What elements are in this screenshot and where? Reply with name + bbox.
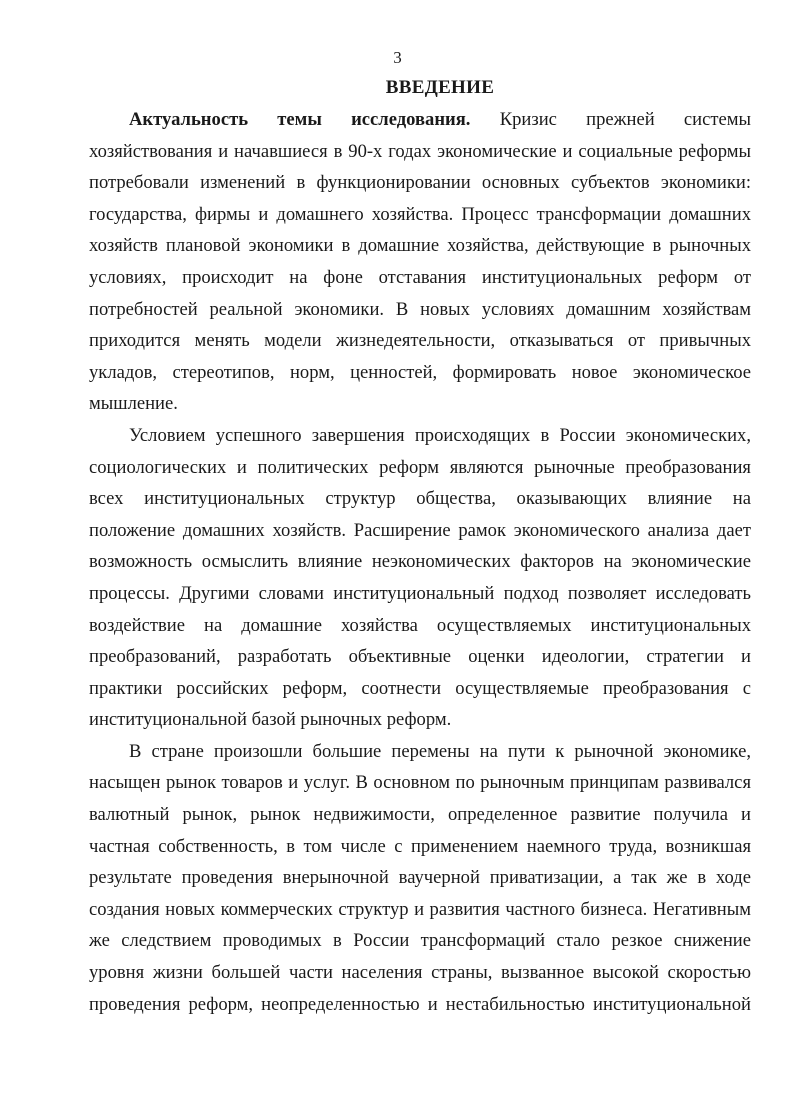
text-line: уровня жизни большей части населения страны, вызванное высокой скоростью [89,962,751,984]
text-line: Условием успешного завершения происходящих в России экономических, [129,424,751,446]
text-line: приходится менять модели жизнедеятельности, отказываться от привычных [89,330,751,352]
text-line: преобразований, разработать объективные оценки идеологии, стратегии и [89,646,751,668]
text-line: институциональной базой рыночных реформ. [89,709,452,731]
relevance-lead: Актуальность темы исследования. [129,109,471,130]
text-line: всех институциональных структур общества, оказывающих влияние на [89,488,751,510]
text-line: процессы. Другими словами институциональный подход позволяет исследовать [89,582,751,604]
text-line: Актуальность темы исследования. Кризис прежней системы [129,109,751,130]
text-line: хозяйств плановой экономики в домашние хозяйства, действующие в рыночных [89,235,751,257]
text-line: потребностей реальной экономики. В новых условиях домашним хозяйствам [89,298,751,320]
paragraph-reforms [89,420,751,736]
page-number: 3 [393,48,402,67]
text-line: же следствием проводимых в России трансформаций стало резкое снижение [89,930,751,952]
text-line: положение домашних хозяйств. Расширение рамок экономического анализа дает [89,519,751,541]
text-line: хозяйствования и начавшиеся в 90-х годах экономические и социальные реформы [89,140,751,162]
paragraph-relevance [89,104,751,420]
text-line: потребовали изменений в функционировании основных субъектов экономики: [89,172,751,194]
text-line: практики российских реформ, соотнести осуществляемые преобразования с [89,677,751,699]
text-line: мышление. [89,393,178,415]
paragraph-changes [89,736,751,1020]
text-line: В стране произошли большие перемены на пути к рыночной экономике, [129,740,751,762]
text-line: валютный рынок, рынок недвижимости, определенное развитие получила и [89,804,751,826]
text-line: частная собственность, в том числе с применением наемного труда, возникшая [89,835,751,857]
body-text [89,104,751,1020]
text-line: возможность осмыслить влияние неэкономических факторов на экономические [89,551,751,573]
text-line: социологических и политических реформ являются рыночные преобразования [89,456,751,478]
text-line: результате проведения внерыночной ваучерной приватизации, а так же в ходе [89,867,751,889]
text-line: воздействие на домашние хозяйства осуществляемых институциональных [89,614,751,636]
text-line: создания новых коммерческих структур и развития частного бизнеса. Негативным [89,898,751,920]
section-heading: ВВЕДЕНИЕ [385,77,495,98]
text-line: насыщен рынок товаров и услуг. В основном по рыночным принципам развивался [89,772,751,794]
text-line: государства, фирмы и домашнего хозяйства. Процесс трансформации домашних [89,203,751,225]
text-line: условиях, происходит на фоне отставания институциональных реформ от [89,266,751,288]
text-line: проведения реформ, неопределенностью и нестабильностью институциональной [89,993,751,1015]
text-line: укладов, стереотипов, норм, ценностей, формировать новое экономическое [89,361,751,383]
